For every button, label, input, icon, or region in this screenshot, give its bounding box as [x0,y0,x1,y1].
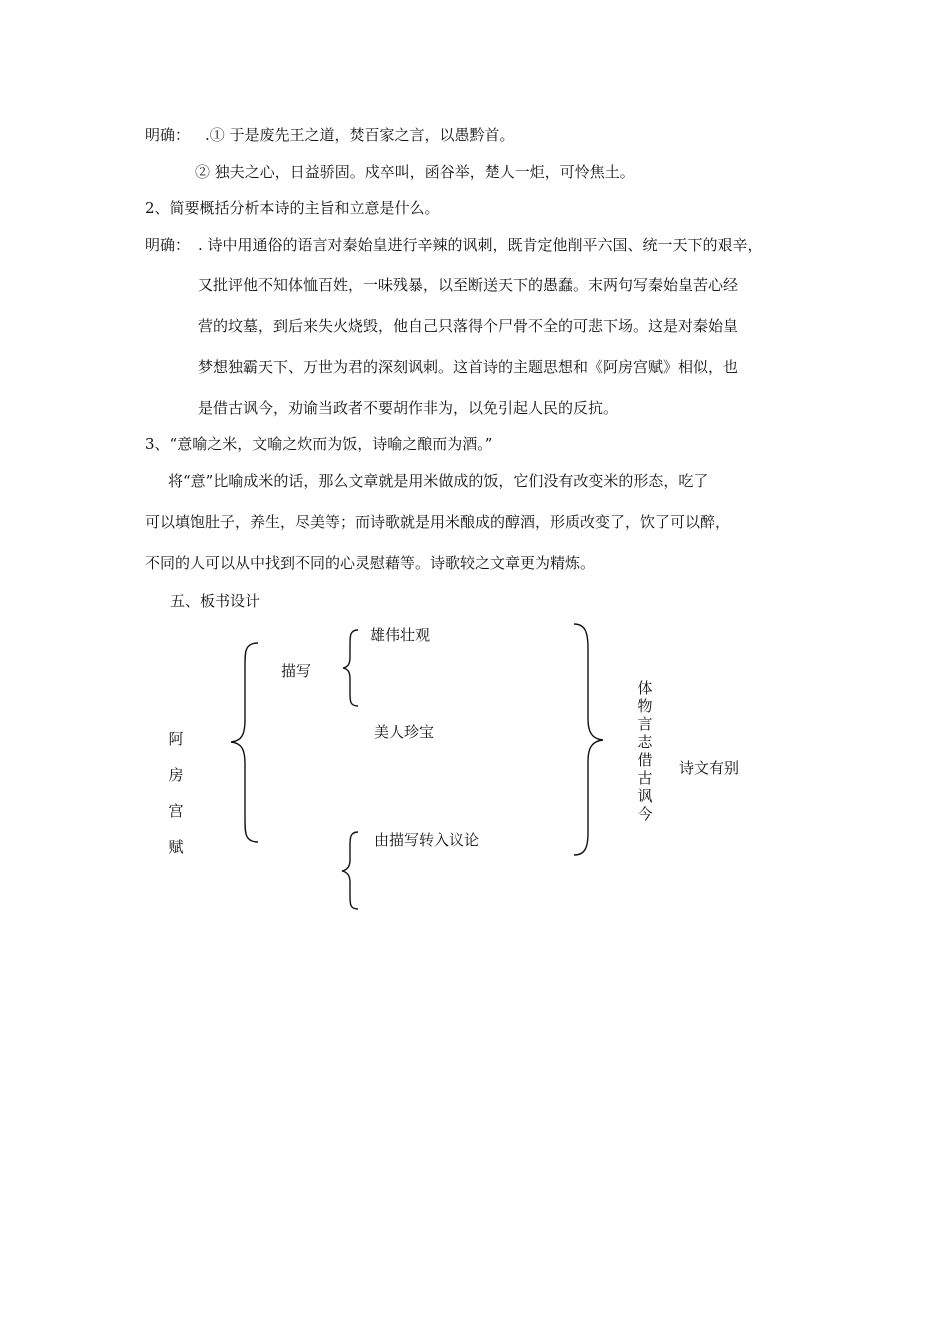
paragraph3-line: 可以填饱肚子，养生，尽美等；而诗歌就是用米酿成的醇酒，形质改变了，饮了可以醉， [145,513,731,531]
answer2-label: 明确： [145,236,191,254]
board-describe: 描写 [281,662,312,680]
board-theme: 体物言志借古讽今 [637,679,653,823]
paragraph3-line: 不同的人可以从中找到不同的心灵慰藉等。诗歌较之文章更为精炼。 [145,554,596,572]
answer1-line2: ② 独夫之心，日益骄固。戍卒叫，函谷举，楚人一炬，可怜焦土。 [195,163,635,181]
answer2-line: 营的坟墓，到后来失火烧毁，他自己只落得个尸骨不全的可悲下场。这是对秦始皇 [198,317,739,335]
brace-bottom [342,832,358,909]
board-item-grand: 雄伟壮观 [370,626,431,644]
brace-main [231,643,258,842]
paragraph3-line: 将“意”比喻成米的话，那么文章就是用米做成的饭，它们没有改变米的形态，吃了 [168,472,709,490]
board-conclusion: 诗文有别 [679,759,740,777]
question3: 3、“意喻之米，文喻之炊而为饭，诗喻之酿而为酒。” [145,435,493,453]
board-item-beauties: 美人珍宝 [374,723,435,741]
answer2-line: 梦想独霸天下、万世为君的深刻讽刺。这首诗的主题思想和《阿房宫赋》相似，也 [198,358,739,376]
brace-describe [343,630,358,706]
answer2-line: 是借古讽今，劝谕当政者不要胡作非为，以免引起人民的反抗。 [198,399,619,417]
answer2-line: 又批评他不知体恤百姓，一味残暴，以至断送天下的愚蠢。末两句写秦始皇苦心经 [198,276,739,294]
answer1-line1: .① 于是废先王之道，焚百家之言，以愚黔首。 [205,126,515,144]
board-item-argument: 由描写转入议论 [374,831,480,849]
answer1-label: 明确： [145,126,191,144]
section5-heading: 五、板书设计 [170,592,261,610]
board-title: 阿房宫赋 [168,730,184,856]
answer2-line: . 诗中用通俗的语言对秦始皇进行辛辣的讽刺，既肯定他削平六国、统一天下的艰辛， [198,236,763,254]
question2: 2、简要概括分析本诗的主旨和立意是什么。 [145,199,440,217]
brace-right [574,624,603,855]
